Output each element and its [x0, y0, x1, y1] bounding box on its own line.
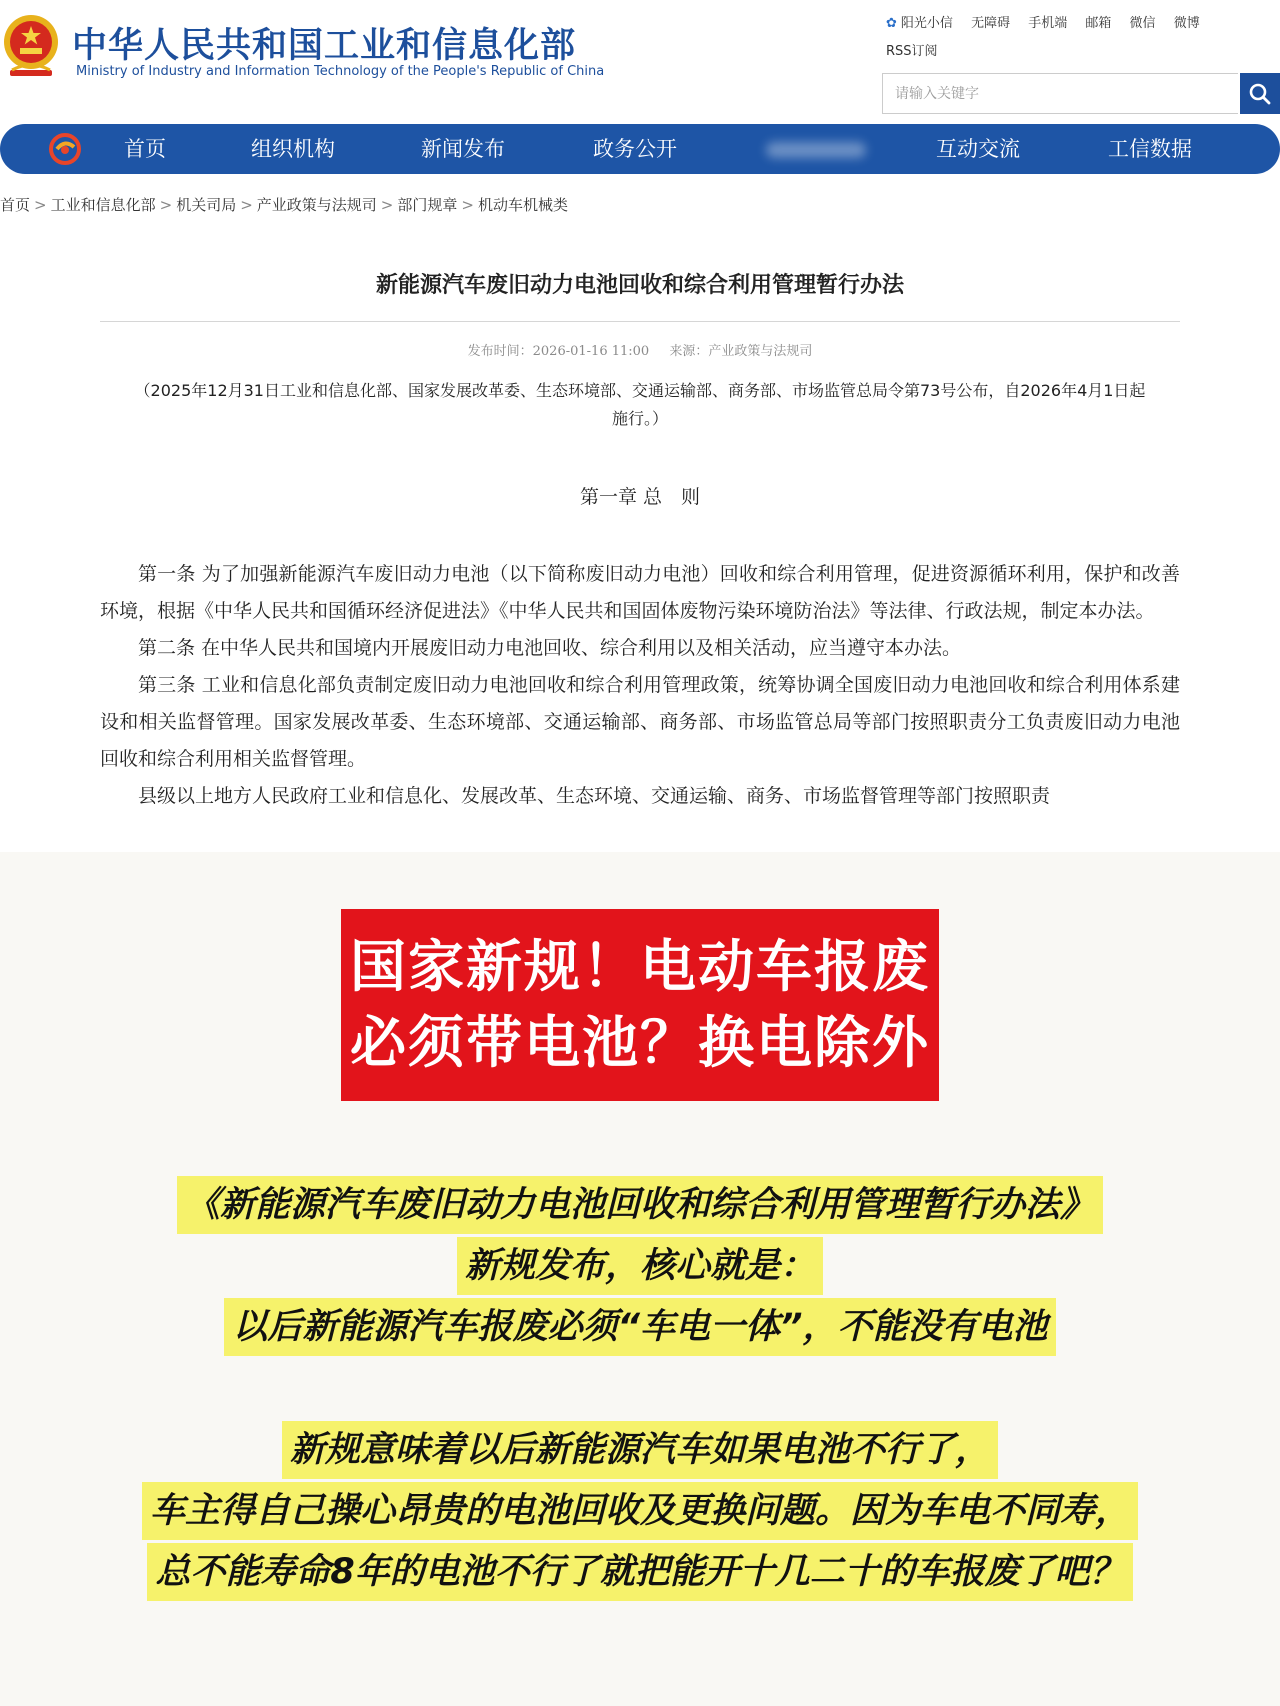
top-link-mail[interactable]: 邮箱: [1085, 16, 1112, 31]
highlight-line: 以后新能源汽车报废必须“车电一体”，不能没有电池: [224, 1298, 1055, 1356]
headline-line-1: 国家新规！电动车报废: [350, 935, 930, 1000]
site-header: [0, 0, 1280, 120]
search-button[interactable]: [1240, 73, 1280, 114]
nav-item-news[interactable]: 新闻发布: [421, 137, 505, 161]
site-title[interactable]: 中华人民共和国工业和信息化部: [72, 26, 577, 66]
search-icon: [1248, 82, 1272, 106]
title-divider: [100, 321, 1180, 322]
headline-banner: [341, 909, 939, 1101]
national-emblem-icon: [2, 12, 60, 82]
highlight-line: 新规意味着以后新能源汽车如果电池不行了，: [282, 1421, 998, 1479]
breadcrumb-item-vehicles[interactable]: 机动车机械类: [477, 196, 568, 214]
main-nav: [0, 124, 1280, 174]
highlight-line: 总不能寿命8年的电池不行了就把能开十几二十的车报废了吧？: [147, 1543, 1132, 1601]
top-link-mobile[interactable]: 手机端: [1028, 16, 1068, 31]
article-meta: [0, 340, 1280, 359]
breadcrumb-item-regulations[interactable]: 部门规章: [397, 196, 458, 214]
article-promulgation-note: （2025年12月31日工业和信息化部、国家发展改革委、生态环境部、交通运输部、商务部、市场监管总局令第73号公布，自2026年4月1日起施行。）: [134, 381, 1146, 428]
highlight-line: 新规发布，核心就是：: [457, 1237, 823, 1295]
highlight-line: 车主得自己操心昂贵的电池回收及更换问题。因为车电不同寿，: [142, 1482, 1138, 1540]
top-link-wechat[interactable]: 微信: [1129, 16, 1156, 31]
nav-item-organization[interactable]: 组织机构: [251, 137, 335, 161]
top-link-sunshine[interactable]: ✿ 阳光小信: [886, 16, 953, 31]
top-links: [886, 12, 1214, 31]
headline-line-2: 必须带电池？换电除外: [350, 1011, 930, 1076]
sunshine-icon: ✿: [886, 16, 897, 31]
top-link-weibo[interactable]: 微博: [1173, 16, 1200, 31]
chapter-heading: 第一章 总 则: [579, 486, 701, 508]
breadcrumb: 首页 > 工业和信息化部 > 机关司局 > 产业政策与法规司 > 部门规章 > 机动车机械类: [0, 196, 568, 214]
article-title: 新能源汽车废旧动力电池回收和综合利用管理暂行办法: [375, 273, 904, 298]
article-source: 来源：产业政策与法规司: [669, 344, 813, 359]
search-input[interactable]: [883, 74, 1239, 113]
nav-item-home[interactable]: 首页: [124, 137, 166, 161]
breadcrumb-item-policy-dept[interactable]: 产业政策与法规司: [256, 196, 377, 214]
highlight-line: 《新能源汽车废旧动力电池回收和综合利用管理暂行办法》: [177, 1176, 1103, 1234]
top-link-accessibility[interactable]: 无障碍: [971, 16, 1011, 31]
site-title-english: Ministry of Industry and Information Technology of the People's Republic of China: [76, 64, 605, 79]
article-paragraph: 第三条 工业和信息化部负责制定废旧动力电池回收和综合利用管理政策，统筹协调全国废旧动力电池回收和综合利用体系建设和相关监督管理。国家发展改革委、生态环境部、交通运输部、商务部、市场监管总局等部门按照职责分工负责废旧动力电池回收和综合利用相关监督管理。: [100, 674, 1180, 770]
article-paragraph: 第二条 在中华人民共和国境内开展废旧动力电池回收、综合利用以及相关活动，应当遵守本办法。: [138, 637, 962, 659]
miit-logo-icon: [48, 133, 82, 165]
article-body: [100, 556, 1180, 815]
breadcrumb-item-ministry[interactable]: 工业和信息化部: [50, 196, 156, 214]
search-box: [882, 73, 1238, 114]
nav-item-government-affairs[interactable]: 政务公开: [593, 137, 677, 161]
nav-item-data[interactable]: 工信数据: [1108, 137, 1192, 161]
article-paragraph: 第一条 为了加强新能源汽车废旧动力电池（以下简称废旧动力电池）回收和综合利用管理，促进资源循环利用，保护和改善环境，根据《中华人民共和国循环经济促进法》《中华人民共和国固体废物污染环境防治法》等法律、行政法规，制定本办法。: [100, 563, 1180, 622]
nav-item-interaction[interactable]: 互动交流: [936, 137, 1020, 161]
rss-link[interactable]: RSS订阅: [886, 44, 938, 59]
breadcrumb-item-home[interactable]: 首页: [0, 196, 31, 214]
publish-time: 发布时间：2026-01-16 11:00: [467, 344, 650, 359]
breadcrumb-item-departments[interactable]: 机关司局: [176, 196, 237, 214]
article-paragraph: 县级以上地方人民政府工业和信息化、发展改革、生态环境、交通运输、商务、市场监督管理等部门按照职责: [138, 785, 1051, 807]
nav-item-obscured[interactable]: [766, 142, 866, 158]
